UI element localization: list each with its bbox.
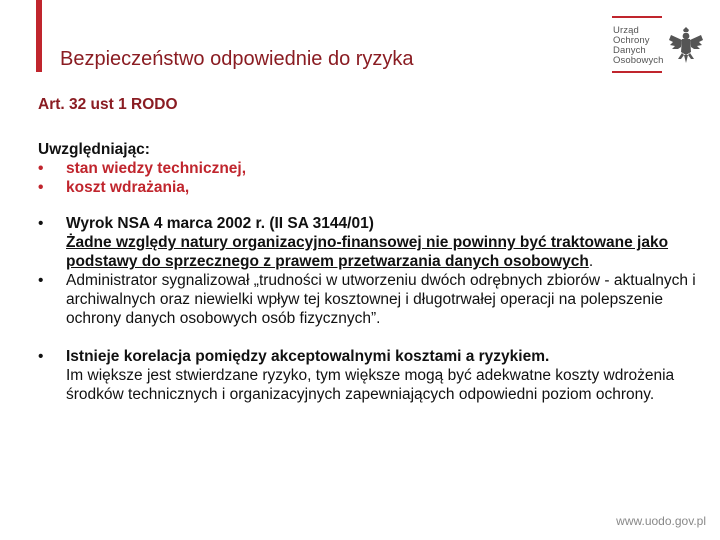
slide-content: [38, 140, 706, 404]
article-reference: Art. 32 ust 1 RODO: [38, 96, 178, 113]
logo-bottom-line: [612, 71, 662, 73]
bullet-icon: •: [38, 179, 44, 196]
slide-title: Bezpieczeństwo odpowiednie do ryzyka: [60, 48, 414, 70]
footer-url: www.uodo.gov.pl: [616, 514, 706, 528]
uodo-logo: [604, 14, 708, 74]
correlation-text: Im większe jest stwierdzane ryzyko, tym większe mogą być adekwatne koszty wdrożenia środków technicznych i organizacyjnych zapewniających odpowiedni poziom ochrony.: [66, 367, 675, 403]
bullet-icon: •: [38, 272, 44, 289]
bullet-icon: •: [38, 215, 44, 232]
title-accent-bar: [36, 0, 42, 72]
points-list: [38, 214, 706, 404]
correlation-point: [38, 347, 706, 404]
bullet-icon: •: [38, 160, 44, 177]
considerations-list: [38, 159, 706, 197]
administrator-text: Administrator sygnalizował „trudności w utworzeniu dwóch odrębnych zbiorów - aktualnych i archiwalnych oraz niewielki wpływ tej kosztownej i długotrwałej operacji na polepszenie ochrony danych osobowych osób fizycznych”.: [66, 272, 696, 327]
bullet-icon: •: [38, 348, 44, 365]
correlation-heading: Istnieje korelacja pomiędzy akceptowalnymi kosztami a ryzykiem.: [66, 348, 550, 365]
intro-heading: Uwzględniając:: [38, 141, 150, 158]
ruling-reference: Wyrok NSA 4 marca 2002 r. (II SA 3144/01): [66, 215, 374, 232]
logo-top-line: [612, 16, 662, 18]
administrator-point: [38, 271, 706, 328]
logo-text: Urząd Ochrony Danych Osobowych: [613, 25, 664, 66]
ruling-point: [38, 214, 706, 271]
ruling-tail: .: [588, 253, 594, 270]
ruling-quote: Żadne względy natury organizacyjno-finansowej nie powinny być traktowane jako podstawy do sprzecznego z prawem przetwarzania danych osobowych: [66, 234, 669, 270]
consideration-item: • stan wiedzy technicznej,: [38, 160, 247, 177]
eagle-emblem-icon: [668, 26, 704, 66]
consideration-item: • koszt wdrażania,: [38, 179, 190, 196]
